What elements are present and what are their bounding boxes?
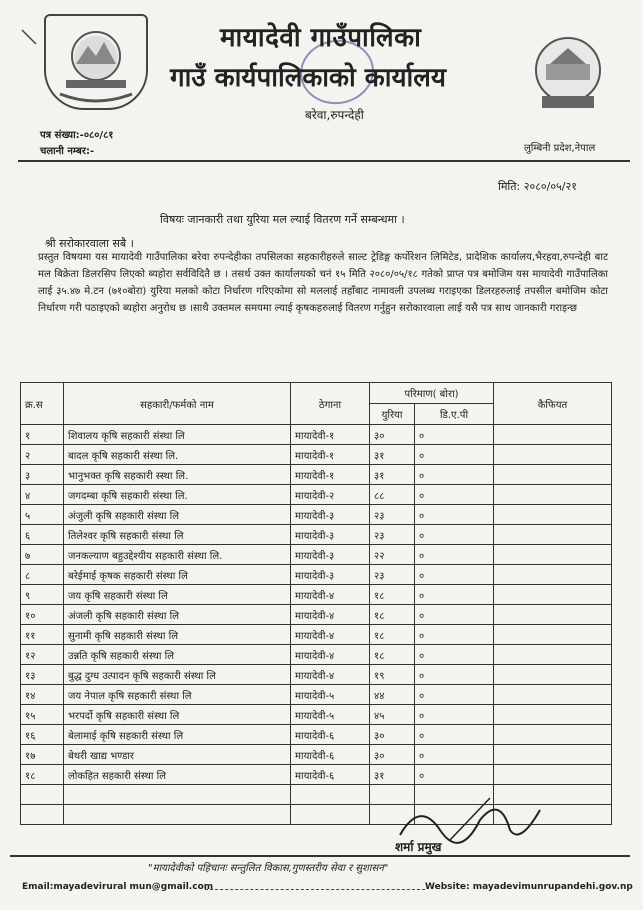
cell-sn: ७ bbox=[21, 545, 64, 565]
cell-urea: ३१ bbox=[370, 445, 415, 465]
table-row bbox=[21, 705, 612, 725]
cell-name: जनकल्याण बहुउद्देश्यीय सहकारी संस्था लि. bbox=[64, 545, 291, 565]
cell-dap: ० bbox=[415, 765, 494, 785]
table-row bbox=[21, 665, 612, 685]
cell-address: मायादेवी-१ bbox=[291, 425, 370, 445]
cell-address: मायादेवी-४ bbox=[291, 585, 370, 605]
table-row bbox=[21, 485, 612, 505]
cell-remarks bbox=[494, 605, 612, 625]
cell-name: तिलेश्वर कृषि सहकारी संस्था लि bbox=[64, 525, 291, 545]
cell-address: मायादेवी-१ bbox=[291, 465, 370, 485]
emblem-logo-icon bbox=[44, 14, 148, 110]
cell-sn: १० bbox=[21, 605, 64, 625]
cell-remarks bbox=[494, 545, 612, 565]
cell-sn: ५ bbox=[21, 505, 64, 525]
cell-dap: ० bbox=[415, 585, 494, 605]
header-urea: युरिया bbox=[370, 404, 415, 425]
cell-sn: १ bbox=[21, 425, 64, 445]
cell-sn: १४ bbox=[21, 685, 64, 705]
cell-urea: २३ bbox=[370, 565, 415, 585]
body-paragraph: प्रस्तुत विषयमा यस मायादेवी गाउँपालिका बरेवा रुपन्देहीका तपसिलका सहकारीहरुले साल्ट ट्रेडिङ्ग कर्पोरेशन लिमिटेड, प्रादेशिक कार्यालय,भैरहवा,रुपन्देही बाट मल बिक्रेता डिलरसिप लिएको ब्यहोरा सर्वविदितै छ । तसर्थ उक्त कार्यालयको चनं १५ मिति २०८०/०५/१८ गतेको प्राप्त पत्र बमोजिम यस मायादेवी गाउँपालिका लाई ३५.४७ मे.टन (७१०बोरा) युरिया मलको कोटा निर्धारण गरिएकोमा सो मललाई तहाँबाट नामावली उपलब्ध गराइएका डिलरहरुलाई तपसील बमोजिम कोटा निर्धारण गरी पठाइएको ब्यहोरा अनुरोध छ ।साथै उक्तमल समयमा ल्याई कृषकहरुलाई वितरण गर्नुहुन सरोकारवाला लाई यसै पत्र साथ जानकारी गराइन्छ bbox=[38, 252, 608, 314]
cell-name: भरपर्दो कृषि सहकारी संस्था लि bbox=[64, 705, 291, 725]
cell-name: जय कृषि सहकारी संस्था लि bbox=[64, 585, 291, 605]
cell-dap: ० bbox=[415, 665, 494, 685]
cell-remarks bbox=[494, 565, 612, 585]
cell-name: अंजुली कृषि सहकारी संस्था लि bbox=[64, 505, 291, 525]
cell-sn: ८ bbox=[21, 565, 64, 585]
cell-address bbox=[291, 805, 370, 825]
cell-sn: २ bbox=[21, 445, 64, 465]
cell-sn: ९ bbox=[21, 585, 64, 605]
cell-address: मायादेवी-५ bbox=[291, 685, 370, 705]
cell-dap: ० bbox=[415, 525, 494, 545]
letter-date: मिति: २०८०/०५/२१ bbox=[498, 180, 577, 193]
cell-sn: १७ bbox=[21, 745, 64, 765]
province-label: लुम्बिनी प्रदेश,नेपाल bbox=[524, 143, 596, 154]
table-row bbox=[21, 425, 612, 445]
table-row bbox=[21, 565, 612, 585]
cell-name: बेथरी खाद्य भण्डार bbox=[64, 745, 291, 765]
distribution-table bbox=[20, 382, 612, 825]
cell-remarks bbox=[494, 485, 612, 505]
cell-urea: २३ bbox=[370, 525, 415, 545]
footer-slogan: "मायादेवीको पहिचानः सन्तुलित विकास,गुणस्तरीय सेवा र सुशासन" bbox=[148, 863, 389, 874]
cell-name: बादल कृषि सहकारी संस्था लि. bbox=[64, 445, 291, 465]
cell-address: मायादेवी-४ bbox=[291, 665, 370, 685]
cell-dap: ० bbox=[415, 745, 494, 765]
dispatch-number: चलानी नम्बर:- bbox=[40, 146, 95, 157]
header-address: ठेगाना bbox=[291, 383, 370, 425]
cell-urea: ८८ bbox=[370, 485, 415, 505]
cell-name: उन्नति कृषि सहकारी संस्था लि bbox=[64, 645, 291, 665]
header-divider bbox=[18, 160, 630, 162]
cell-address: मायादेवी-२ bbox=[291, 485, 370, 505]
cell-address: मायादेवी-६ bbox=[291, 745, 370, 765]
cell-remarks bbox=[494, 425, 612, 445]
cell-urea: १८ bbox=[370, 645, 415, 665]
cell-dap: ० bbox=[415, 725, 494, 745]
table-row bbox=[21, 765, 612, 785]
cell-dap: ० bbox=[415, 605, 494, 625]
cell-urea: ३१ bbox=[370, 465, 415, 485]
cell-urea: ४५ bbox=[370, 705, 415, 725]
cell-remarks bbox=[494, 725, 612, 745]
mark-icon bbox=[20, 28, 38, 46]
table-row bbox=[21, 505, 612, 525]
cell-sn: १२ bbox=[21, 645, 64, 665]
table-row bbox=[21, 545, 612, 565]
cell-remarks bbox=[494, 625, 612, 645]
table-row bbox=[21, 725, 612, 745]
table-row bbox=[21, 525, 612, 545]
cell-name bbox=[64, 805, 291, 825]
cell-name bbox=[64, 785, 291, 805]
header-dap: डि.ए.पी bbox=[415, 404, 494, 425]
cell-remarks bbox=[494, 685, 612, 705]
cell-dap: ० bbox=[415, 625, 494, 645]
cell-remarks bbox=[494, 645, 612, 665]
cell-dap: ० bbox=[415, 445, 494, 465]
cell-dap: ० bbox=[415, 505, 494, 525]
cell-remarks bbox=[494, 505, 612, 525]
cell-sn bbox=[21, 785, 64, 805]
cell-sn: १३ bbox=[21, 665, 64, 685]
cell-dap: ० bbox=[415, 685, 494, 705]
cell-sn bbox=[21, 805, 64, 825]
cell-name: बुद्ध दुग्ध उत्पादन कृषि सहकारी संस्था लि bbox=[64, 665, 291, 685]
footer-website: Website: mayadevimunrupandehi.gov.np bbox=[425, 882, 633, 892]
cell-urea: ३१ bbox=[370, 765, 415, 785]
table-row bbox=[21, 645, 612, 665]
cell-urea: ३० bbox=[370, 425, 415, 445]
table-row bbox=[21, 745, 612, 765]
municipality-seal-icon bbox=[532, 34, 604, 114]
cell-dap: ० bbox=[415, 705, 494, 725]
cell-name: बेलामाई कृषि सहकारी संस्था लि bbox=[64, 725, 291, 745]
cell-remarks bbox=[494, 745, 612, 765]
cell-remarks bbox=[494, 525, 612, 545]
cell-sn: ३ bbox=[21, 465, 64, 485]
office-title: मायादेवी गाउँपालिका bbox=[220, 23, 422, 53]
cell-name: शिवालय कृषि सहकारी संस्था लि bbox=[64, 425, 291, 445]
footer-divider bbox=[10, 855, 630, 857]
salutation: श्री सरोकारवाला सबै । bbox=[45, 237, 134, 250]
signatory-title: शर्मा प्रमुख bbox=[395, 840, 442, 854]
reference-block bbox=[40, 128, 113, 160]
cell-name: अंजली कृषि सहकारी संस्था लि bbox=[64, 605, 291, 625]
cell-name: बरेईमाई कृषक सहकारी संस्था लि bbox=[64, 565, 291, 585]
cell-remarks bbox=[494, 705, 612, 725]
cell-name: लोकहित सहकारी संस्था लि bbox=[64, 765, 291, 785]
table-row bbox=[21, 605, 612, 625]
cell-dap: ० bbox=[415, 425, 494, 445]
cell-name: जय नेपाल कृषि सहकारी संस्था लि bbox=[64, 685, 291, 705]
cell-urea: १८ bbox=[370, 585, 415, 605]
cell-address: मायादेवी-३ bbox=[291, 505, 370, 525]
cell-address: मायादेवी-३ bbox=[291, 525, 370, 545]
cell-urea: १८ bbox=[370, 605, 415, 625]
cell-address: मायादेवी-६ bbox=[291, 765, 370, 785]
cell-name: भानुभक्त कृषि सहकारी स्स्था लि. bbox=[64, 465, 291, 485]
cell-remarks bbox=[494, 465, 612, 485]
cell-sn: १८ bbox=[21, 765, 64, 785]
cell-urea: ४४ bbox=[370, 685, 415, 705]
cell-address: मायादेवी-४ bbox=[291, 645, 370, 665]
cell-remarks bbox=[494, 585, 612, 605]
letter-subject: विषयः जानकारी तथा युरिया मल ल्याई वितरण गर्ने सम्बन्धमा । bbox=[160, 213, 405, 226]
cell-remarks bbox=[494, 665, 612, 685]
cell-remarks bbox=[494, 445, 612, 465]
office-location: बरेवा,रुपन्देही bbox=[305, 108, 364, 122]
cell-urea: १९ bbox=[370, 665, 415, 685]
table-row bbox=[21, 445, 612, 465]
cell-urea: ३० bbox=[370, 725, 415, 745]
cell-sn: ६ bbox=[21, 525, 64, 545]
header-quantity: परिमाण( बोरा) bbox=[370, 383, 494, 404]
cell-dap: ० bbox=[415, 545, 494, 565]
cell-dap: ० bbox=[415, 645, 494, 665]
cell-sn: ४ bbox=[21, 485, 64, 505]
cell-address: मायादेवी-४ bbox=[291, 625, 370, 645]
cell-sn: १५ bbox=[21, 705, 64, 725]
footer-email: Email:mayadevirural mun@gmail.com bbox=[22, 882, 214, 892]
footer-dashes bbox=[205, 889, 425, 890]
cell-remarks bbox=[494, 765, 612, 785]
header-sn: क्र.स bbox=[21, 383, 64, 425]
cell-urea: १८ bbox=[370, 625, 415, 645]
cell-urea: २२ bbox=[370, 545, 415, 565]
table-row bbox=[21, 625, 612, 645]
table-row bbox=[21, 585, 612, 605]
table-row bbox=[21, 685, 612, 705]
cell-urea: २३ bbox=[370, 505, 415, 525]
cell-urea: ३० bbox=[370, 745, 415, 765]
cell-sn: १६ bbox=[21, 725, 64, 745]
office-subtitle: गाउँ कार्यपालिकाको कार्यालय bbox=[170, 63, 446, 93]
letter-number: पत्र संख्या:-०८०/८१ bbox=[40, 130, 114, 141]
cell-dap: ० bbox=[415, 565, 494, 585]
header-remarks: कैफियत bbox=[494, 383, 612, 425]
cell-dap: ० bbox=[415, 465, 494, 485]
cell-name: जगदम्बा कृषि सहकारी संस्था लि. bbox=[64, 485, 291, 505]
cell-address: मायादेवी-६ bbox=[291, 725, 370, 745]
cell-address: मायादेवी-३ bbox=[291, 565, 370, 585]
cell-address: मायादेवी-५ bbox=[291, 705, 370, 725]
header-name: सहकारी/फर्मको नाम bbox=[64, 383, 291, 425]
cell-address: मायादेवी-१ bbox=[291, 445, 370, 465]
cell-address bbox=[291, 785, 370, 805]
cell-address: मायादेवी-४ bbox=[291, 605, 370, 625]
cell-name: सुनामी कृषि सहकारी संस्था लि bbox=[64, 625, 291, 645]
table-row bbox=[21, 465, 612, 485]
cell-dap: ० bbox=[415, 485, 494, 505]
cell-sn: ११ bbox=[21, 625, 64, 645]
cell-address: मायादेवी-३ bbox=[291, 545, 370, 565]
